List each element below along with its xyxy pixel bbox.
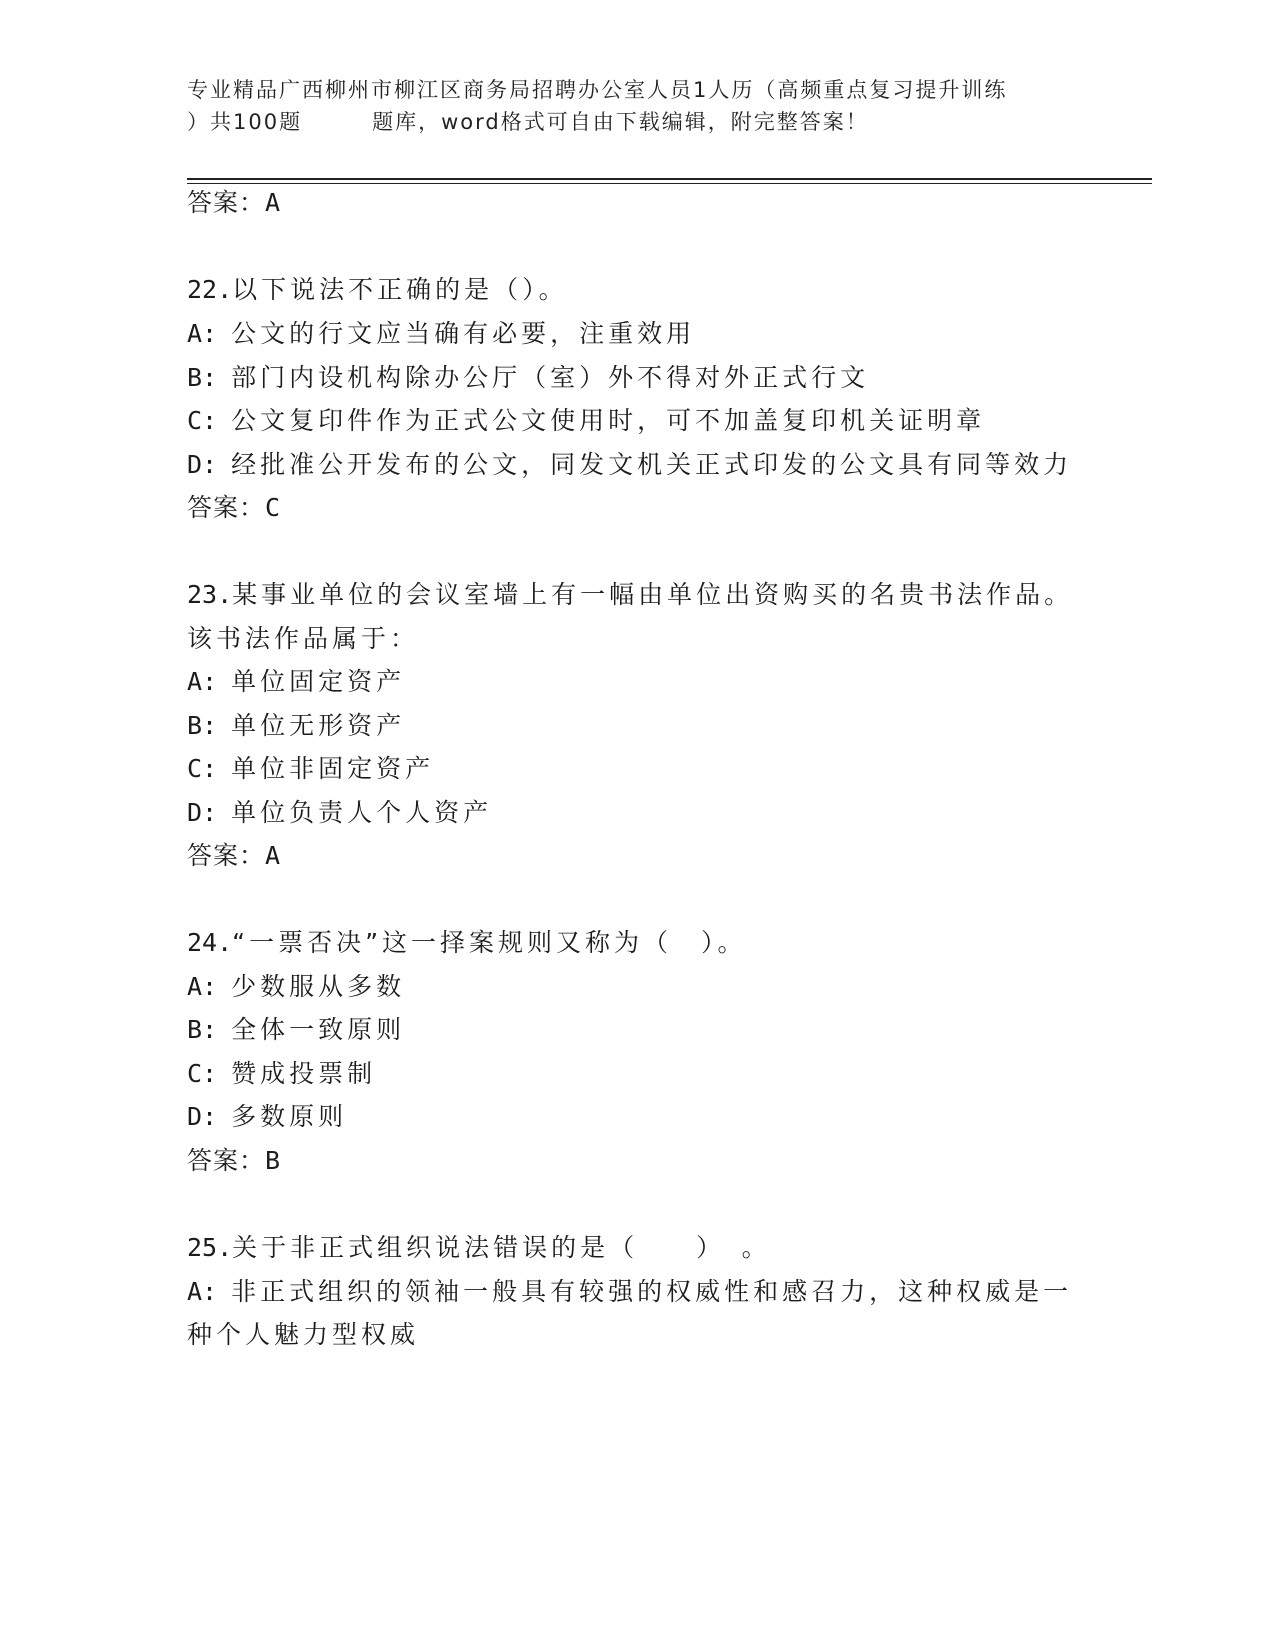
answer-line-21: 答案：A	[187, 188, 282, 217]
question-22-option-b: B: 部门内设机构除办公厅（室）外不得对外正式行文	[187, 363, 870, 392]
header-title-line2-part2: 题库，word格式可自由下载编辑，附完整答案！	[372, 110, 869, 134]
question-23-option-b: B: 单位无形资产	[187, 711, 406, 740]
document-header	[187, 74, 1087, 138]
question-22-option-a: A: 公文的行文应当确有必要，注重效用	[187, 319, 696, 348]
question-25-stem: 25.关于非正式组织说法错误的是（ ） 。	[187, 1233, 771, 1262]
question-24-option-b: B: 全体一致原则	[187, 1015, 406, 1044]
question-23-answer: 答案：A	[187, 841, 282, 870]
question-23-option-d: D: 单位负责人个人资产	[187, 798, 493, 827]
header-title-line2	[187, 106, 1087, 138]
question-23-stem: 23.某事业单位的会议室墙上有一幅由单位出资购买的名贵书法作品。	[187, 580, 1074, 609]
question-23-option-c: C: 单位非固定资产	[187, 754, 435, 783]
question-24-option-a: A: 少数服从多数	[187, 972, 406, 1001]
header-divider-thick	[187, 178, 1152, 180]
header-title-line2-part1: ）共100题	[187, 110, 303, 134]
header-divider-thin	[187, 183, 1152, 184]
question-24-stem: 24.“一票否决”这一择案规则又称为（ ）。	[187, 928, 747, 957]
header-title-line1: 专业精品广西柳州市柳江区商务局招聘办公室人员1人历（高频重点复习提升训练	[187, 78, 1008, 102]
question-22-option-c: C: 公文复印件作为正式公文使用时，可不加盖复印机关证明章	[187, 406, 986, 435]
question-23-option-a: A: 单位固定资产	[187, 667, 406, 696]
question-24-option-c: C: 赞成投票制	[187, 1059, 377, 1088]
question-23-stem-continued: 该书法作品属于：	[187, 624, 420, 653]
question-25-option-a-continued: 种个人魅力型权威	[187, 1320, 420, 1349]
question-22-option-d: D: 经批准公开发布的公文，同发文机关正式印发的公文具有同等效力	[187, 450, 1073, 479]
question-25-option-a: A: 非正式组织的领袖一般具有较强的权威性和感召力，这种权威是一	[187, 1277, 1073, 1306]
question-22-stem: 22.以下说法不正确的是（）。	[187, 275, 568, 304]
question-24-option-d: D: 多数原则	[187, 1102, 348, 1131]
question-24-answer: 答案：B	[187, 1146, 282, 1175]
question-22-answer: 答案：C	[187, 493, 282, 522]
